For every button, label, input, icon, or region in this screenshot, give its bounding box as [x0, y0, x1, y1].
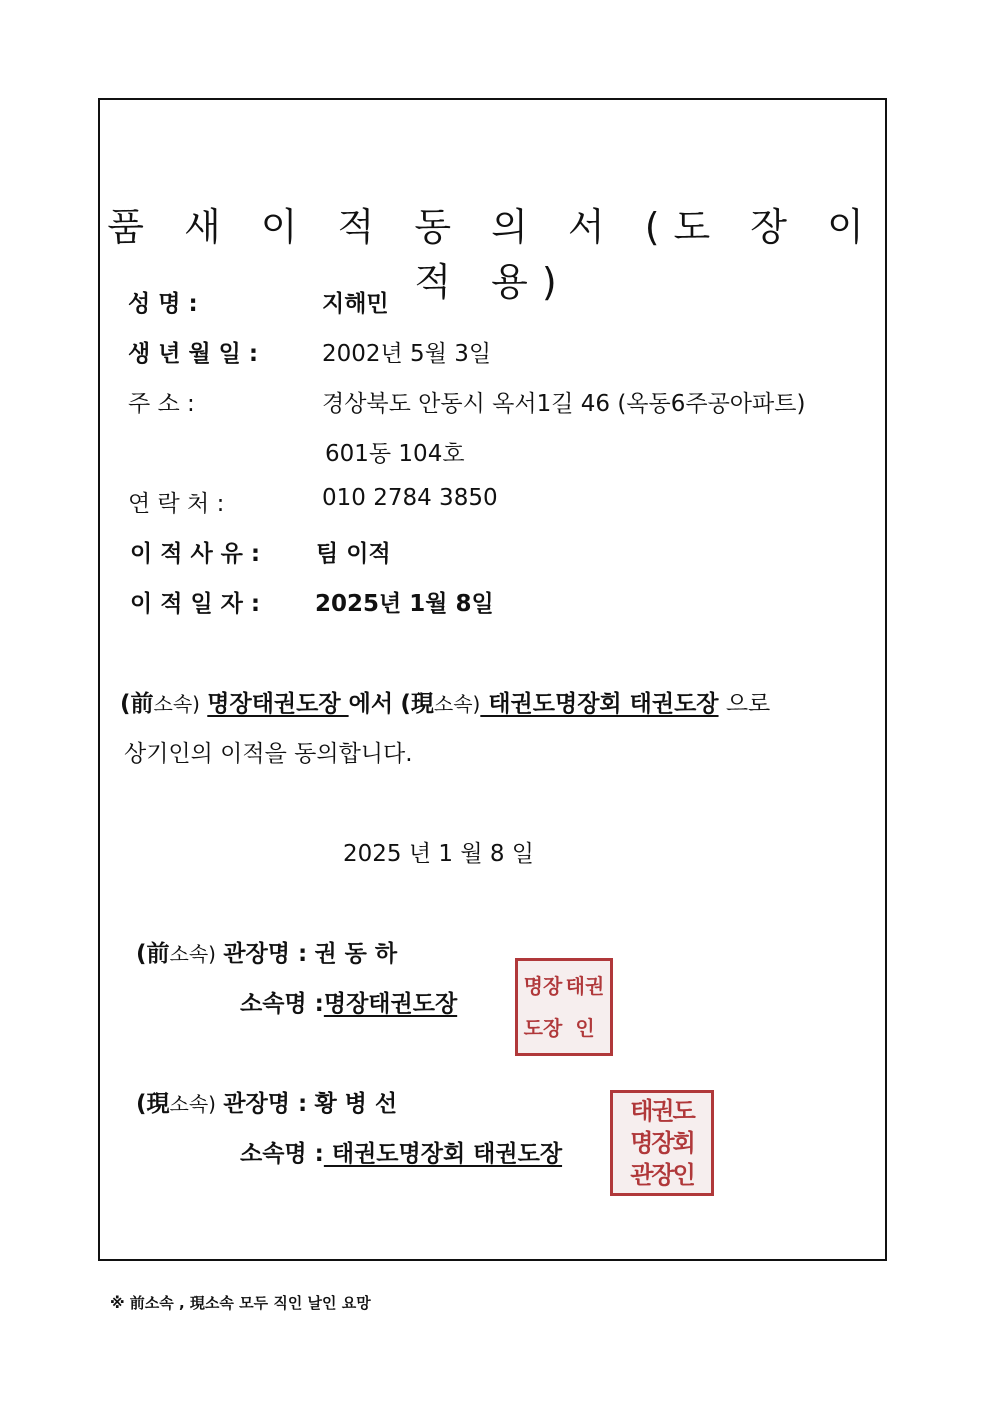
footnote: ※ 前소속 , 現소속 모두 직인 날인 요망: [110, 1294, 371, 1312]
curr-dojang-name: 태권도명장회 태권도장: [480, 691, 719, 717]
prev-dojang-name: 명장태권도장: [207, 691, 349, 717]
reason-label: 이 적 사 유 :: [130, 541, 261, 567]
contact-label: 연 락 처 :: [128, 491, 225, 517]
seal-text: 명장: [523, 974, 563, 998]
prev-dojang-seal: [515, 958, 613, 1056]
prev-tag-rest: 소속): [153, 692, 200, 716]
name-value: 지해민: [322, 291, 389, 317]
seal-text: 태권도: [630, 1097, 694, 1125]
signature-date: 2025 년 1 월 8 일: [343, 841, 535, 867]
curr-org-label: 소속명 :: [240, 1141, 324, 1167]
prev-org-row: [240, 985, 457, 1018]
seal-text: 관장인: [630, 1161, 694, 1189]
seal-text: 명장회: [630, 1129, 694, 1157]
prev-tag-han: (前: [136, 941, 170, 967]
curr-head-label: 관장명 :: [223, 1091, 308, 1117]
contact-value: 010 2784 3850: [322, 485, 498, 511]
seal-text: 태권: [565, 974, 605, 998]
prev-head-label: 관장명 :: [223, 941, 308, 967]
curr-org-value: 태권도명장회 태권도장: [323, 1141, 563, 1167]
transfer-date-label: 이 적 일 자 :: [130, 591, 261, 617]
address-value-line1: 경상북도 안동시 옥서1길 46 (옥동6주공아파트): [322, 391, 806, 417]
seal-text: 도장: [523, 1016, 563, 1040]
seal-text: 인: [575, 1016, 595, 1040]
curr-tag-han: (現: [400, 691, 434, 717]
reason-value: 팀 이적: [316, 541, 391, 567]
prev-tag-han: (前: [120, 691, 154, 717]
prev-head-value: 권 동 하: [314, 941, 398, 967]
name-label: 성 명 :: [128, 291, 198, 317]
birth-label: 생 년 월 일 :: [128, 341, 259, 367]
curr-head-value: 황 병 선: [314, 1091, 398, 1117]
statement-line1: [120, 685, 770, 718]
address-value-line2: 601동 104호: [325, 441, 465, 467]
from-text: 에서: [348, 691, 394, 717]
curr-tag-rest: 소속): [169, 1092, 216, 1116]
curr-dojang-seal: [610, 1090, 714, 1196]
birth-value: 2002년 5월 3일: [322, 341, 492, 367]
prev-org-value: 명장태권도장: [323, 991, 458, 1017]
statement-line2: 상기인의 이적을 동의합니다.: [124, 741, 413, 767]
curr-tag-rest: 소속): [433, 692, 481, 716]
to-text: 으로: [725, 691, 771, 717]
address-label: 주 소 :: [128, 391, 195, 417]
prev-head-row: [136, 935, 397, 968]
prev-tag-rest: 소속): [169, 942, 216, 966]
prev-org-label: 소속명 :: [240, 991, 324, 1017]
page-title: 품 새 이 적 동 의 서 (도 장 이 적 용): [107, 205, 878, 304]
curr-tag-han: (現: [136, 1091, 170, 1117]
transfer-date-value: 2025년 1월 8일: [315, 591, 494, 617]
curr-org-row: [240, 1135, 562, 1168]
curr-head-row: [136, 1085, 397, 1118]
